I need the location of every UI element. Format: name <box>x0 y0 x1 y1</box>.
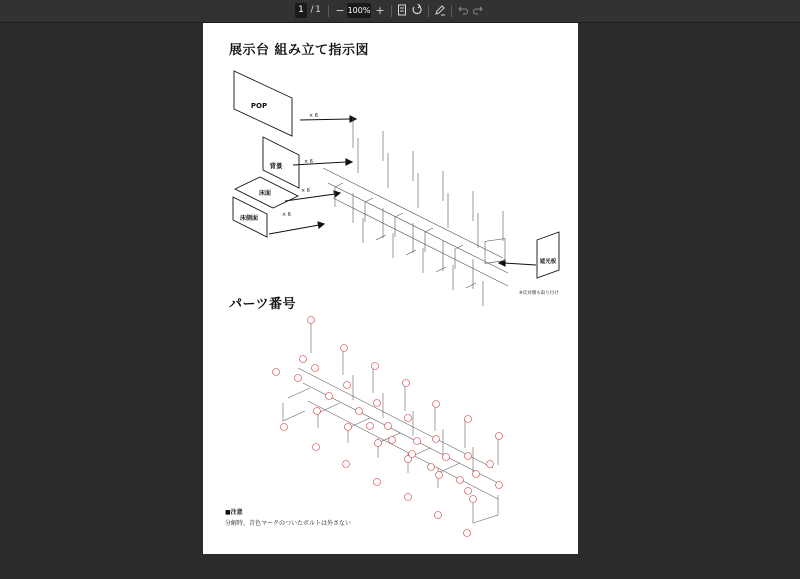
background-multiplier: × 6 <box>304 159 313 165</box>
pop-label: POP <box>250 102 268 110</box>
frame-structure-top <box>323 118 508 306</box>
rotate-icon <box>411 4 423 16</box>
pdf-page <box>203 23 578 554</box>
toolbar-divider <box>391 5 392 17</box>
floor-label: 床面 <box>258 190 272 197</box>
note-text: 分解時、青色マークのついたボルトは外さない <box>225 520 352 527</box>
toolbar-divider <box>428 5 429 17</box>
parts-section-title: パーツ番号 <box>229 297 296 312</box>
fit-page-button[interactable] <box>395 3 409 18</box>
floor-side-label: 床側面 <box>239 215 259 222</box>
note-heading: ■注意 <box>225 509 243 516</box>
part-number-markers <box>273 317 503 537</box>
rotate-button[interactable] <box>410 3 424 18</box>
zoom-level-input[interactable]: 100% <box>347 3 371 18</box>
pop-panel <box>234 71 292 136</box>
undo-icon <box>457 4 469 16</box>
page-number-input[interactable]: 1 <box>295 3 307 18</box>
floor-multiplier: × 6 <box>301 188 310 194</box>
assembly-diagram <box>203 23 578 554</box>
pdf-toolbar <box>0 0 800 23</box>
floor-side-multiplier: × 6 <box>282 212 291 218</box>
light-shield-label: 遮光板 <box>539 259 557 265</box>
pop-multiplier: × 6 <box>309 113 318 119</box>
floor-side-panel <box>233 197 267 237</box>
page-title: 展示台 組み立て指示図 <box>229 43 370 58</box>
zoom-out-button[interactable]: − <box>335 4 345 17</box>
reverse-side-note: ※反対側も取り付け <box>519 291 559 296</box>
toolbar-divider <box>451 5 452 17</box>
fit-page-icon <box>397 4 407 16</box>
redo-button[interactable] <box>471 3 485 18</box>
background-panel <box>263 137 299 188</box>
annotate-button[interactable] <box>433 3 447 18</box>
background-label: 背景 <box>269 162 283 170</box>
zoom-in-button[interactable]: + <box>375 4 385 17</box>
page-total: 1 <box>315 5 321 15</box>
toolbar-divider <box>328 5 329 17</box>
light-shield-panel <box>537 232 559 278</box>
pen-icon <box>434 4 446 16</box>
undo-button[interactable] <box>456 3 470 18</box>
redo-icon <box>472 4 484 16</box>
page-separator: / <box>310 5 314 15</box>
